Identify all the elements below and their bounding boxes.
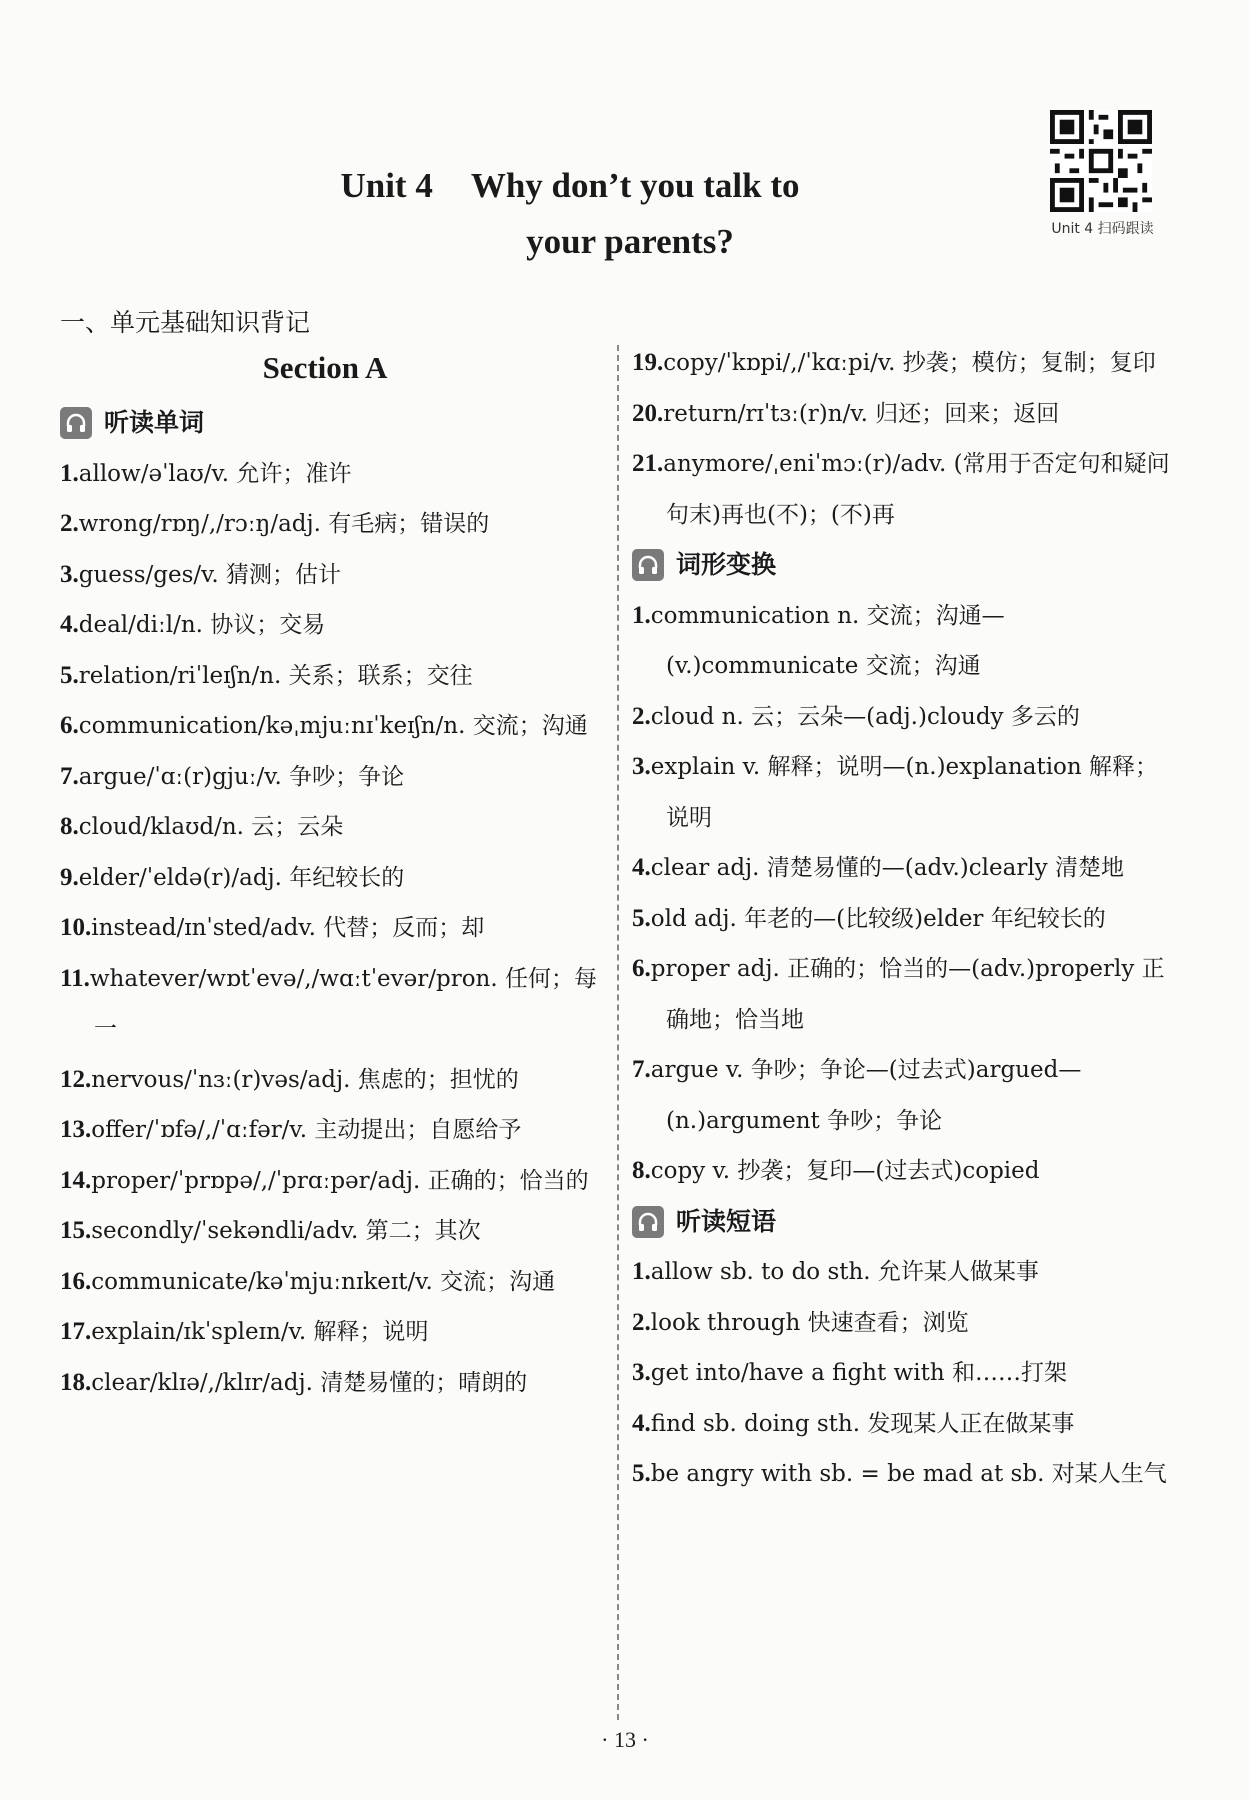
list-item: 4.find sb. doing sth. 发现某人正在做某事 [632,1409,1075,1437]
title-main: Why don’t you talk to [470,166,800,205]
list-item: 6.communication/kəˌmjuːnɪˈkeɪʃn/n. 交流；沟通 [60,712,588,739]
list-item: 1.allow sb. to do sth. 允许某人做某事 [632,1258,1039,1285]
list-item: 9.elder/ˈeldə(r)/adj. 年纪较长的 [60,863,405,891]
section-heading: Section A [262,350,388,385]
list-item: 6.proper adj. 正确的；恰当的—(adv.)properly 正确地；恰当地 [632,955,1165,1033]
sub-heading-word-forms [632,540,1172,591]
list-item: 3.get into/have a fight with 和……打架 [632,1359,1067,1386]
list-item: 16.communicate/kəˈmjuːnɪkeɪt/v. 交流；沟通 [60,1267,556,1295]
word-forms-list [632,591,1172,1197]
list-item: 5.relation/riˈleɪʃn/n. 关系；联系；交往 [60,661,473,689]
page-number: · 13 · [601,1727,649,1752]
list-item: 7.argue/ˈɑː(r)gjuː/v. 争吵；争论 [60,762,405,790]
qr-caption: Unit 4 扫码跟读 [1051,221,1154,237]
sub-heading-label: 听读单词 [104,408,205,437]
word-list [60,449,600,1409]
list-item: 10.instead/ɪnˈsted/adv. 代替；反而；却 [60,914,485,941]
word-list-continued [632,338,1172,540]
left-column [60,398,600,1408]
list-item: 7.argue v. 争吵；争论—(过去式)argued—(n.)argument 争吵；争论 [632,1056,1082,1134]
list-item: 3.guess/ges/v. 猜测；估计 [60,560,342,588]
list-item: 12.nervous/ˈnɜː(r)vəs/adj. 焦虑的；担忧的 [60,1065,519,1093]
sub-heading-label: 听读短语 [676,1206,777,1236]
list-item: 8.cloud/klaʊd/n. 云；云朵 [60,813,344,840]
column-divider [617,345,619,1720]
sub-heading-label: 词形变换 [676,550,777,579]
list-item: 1.allow/əˈlaʊ/v. 允许；准许 [60,459,352,487]
list-item: 21.anymore/ˌeniˈmɔː(r)/adv. (常用于否定句和疑问句末)再也(不)；(不)再 [632,450,1170,528]
list-item: 2.cloud n. 云；云朵—(adj.)cloudy 多云的 [632,702,1080,730]
title-unit: Unit 4 [340,166,433,205]
list-item: 20.return/rɪˈtɜː(r)n/v. 归还；回来；返回 [632,399,1060,427]
list-item: 18.clear/klɪə/,/klɪr/adj. 清楚易懂的；晴朗的 [60,1368,528,1396]
phrase-list [632,1247,1172,1500]
list-item: 2.wrong/rɒŋ/,/rɔːŋ/adj. 有毛病；错误的 [60,510,490,537]
right-column [632,338,1172,1500]
headphones-icon[interactable] [632,549,664,581]
sub-heading-words [60,398,600,449]
list-item: 17.explain/ɪkˈspleɪn/v. 解释；说明 [60,1318,429,1345]
list-item: 15.secondly/ˈsekəndli/adv. 第二；其次 [60,1217,481,1244]
qr-code-icon[interactable] [1050,110,1152,212]
list-item: 5.old adj. 年老的—(比较级)elder 年纪较长的 [632,904,1106,932]
list-item: 1.communication n. 交流；沟通—(v.)communicate 交流；沟通 [632,601,1005,679]
headphones-icon[interactable] [60,407,92,439]
sub-heading-phrases [632,1197,1172,1248]
list-item: 2.look through 快速查看；浏览 [632,1308,969,1336]
list-item: 3.explain v. 解释；说明—(n.)explanation 解释；说明 [632,753,1159,831]
title-line-2: your parents? [526,222,734,261]
list-item: 14.proper/ˈprɒpə/,/ˈprɑːpər/adj. 正确的；恰当的 [60,1166,589,1194]
list-item: 5.be angry with sb. = be mad at sb. 对某人生气 [632,1460,1167,1487]
list-item: 8.copy v. 抄袭；复印—(过去式)copied [632,1157,1040,1184]
list-item: 13.offer/ˈɒfə/,/ˈɑːfər/v. 主动提出；自愿给予 [60,1116,522,1143]
list-item: 4.clear adj. 清楚易懂的—(adv.)clearly 清楚地 [632,854,1124,881]
part-heading: 一、单元基础知识背记 [60,308,311,337]
list-item: 4.deal/diːl/n. 协议；交易 [60,611,326,638]
list-item: 11.whatever/wɒtˈevə/,/wɑːtˈevər/pron. 任何；每一 [60,964,597,1042]
headphones-icon[interactable] [632,1206,664,1238]
list-item: 19.copy/ˈkɒpi/,/ˈkɑːpi/v. 抄袭；模仿；复制；复印 [632,349,1156,376]
